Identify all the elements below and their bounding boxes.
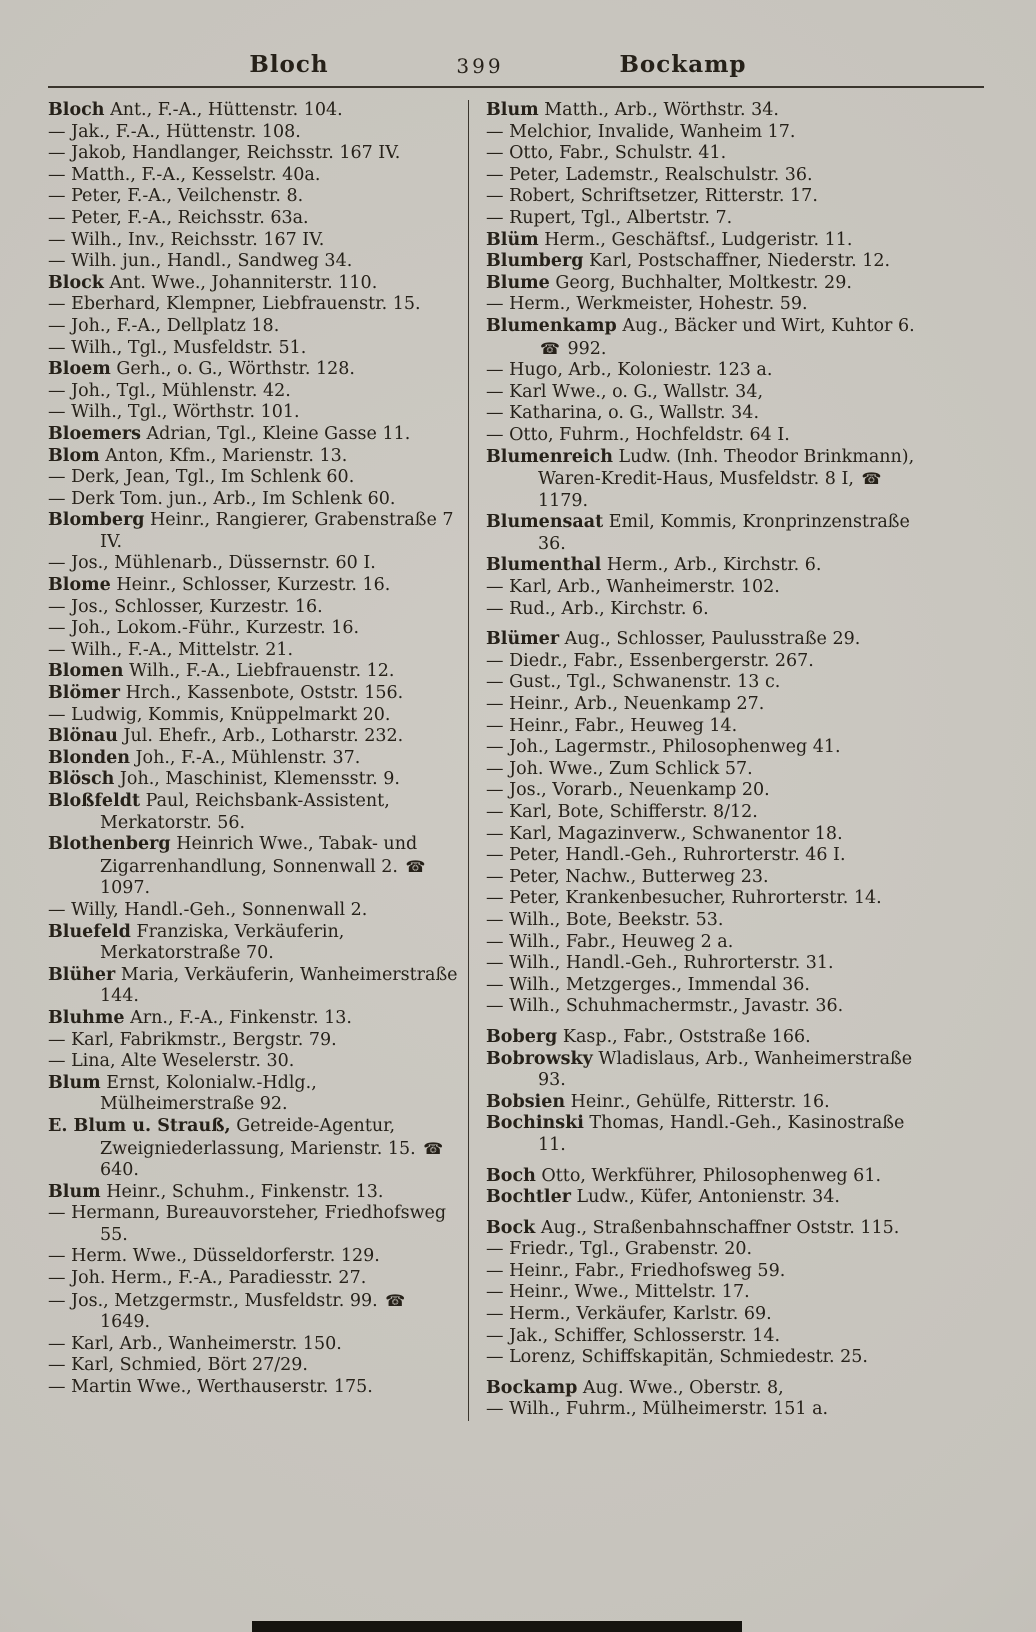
directory-entry: — Jos., Metzgermstr., Musfeldstr. 99. ☎ 1649. — [48, 1290, 406, 1333]
directory-entry: Blüm Herm., Geschäftsf., Ludgeristr. 11. — [486, 229, 853, 250]
surname: Blösch — [48, 769, 115, 790]
surname: Bochinski — [486, 1113, 584, 1134]
directory-entry: — Wilh., Handl.-Geh., Ruhrorterstr. 31. — [486, 953, 834, 974]
directory-entry: Bobsien Heinr., Gehülfe, Ritterstr. 16. — [486, 1091, 830, 1112]
directory-entry: — Herm., Verkäufer, Karlstr. 69. — [486, 1304, 772, 1325]
directory-entry: Bochtler Ludw., Küfer, Antonienstr. 34. — [486, 1187, 840, 1208]
directory-entry: Blum Matth., Arb., Wörthstr. 34. — [486, 100, 779, 120]
directory-entry: — Melchior, Invalide, Wanheim 17. — [486, 121, 796, 142]
directory-entry: — Peter, F.-A., Reichsstr. 63a. — [48, 207, 309, 228]
directory-entry: — Joh. Herm., F.-A., Paradiesstr. 27. — [48, 1268, 367, 1289]
directory-entry: — Wilh., Schuhmachermstr., Javastr. 36. — [486, 996, 844, 1017]
directory-entry: — Wilh., Bote, Beekstr. 53. — [486, 909, 724, 930]
directory-entry: — Wilh., Fuhrm., Mülheimerstr. 151 a. — [486, 1399, 829, 1420]
directory-entry: Blumenkamp Aug., Bäcker und Wirt, Kuhtor 6. ☎ 992. — [486, 315, 915, 359]
directory-entry: — Heinr., Fabr., Friedhofsweg 59. — [486, 1260, 786, 1281]
directory-entry: — Wilh., Tgl., Musfeldstr. 51. — [48, 337, 307, 358]
bottom-ink-bar — [252, 1621, 742, 1632]
directory-entry: — Heinr., Fabr., Heuweg 14. — [486, 715, 738, 736]
directory-entry: — Gust., Tgl., Schwanenstr. 13 c. — [486, 672, 781, 693]
directory-entry: Blönau Jul. Ehefr., Arb., Lotharstr. 232. — [48, 726, 404, 747]
surname: Blonden — [48, 747, 130, 768]
directory-entry: Blom Anton, Kfm., Marienstr. 13. — [48, 445, 348, 466]
directory-entry: — Peter, Nachw., Butterweg 23. — [486, 866, 769, 887]
directory-entry: — Willy, Handl.-Geh., Sonnenwall 2. — [48, 899, 368, 920]
directory-entry: Blumberg Karl, Postschaffner, Niederstr. 12. — [486, 251, 891, 272]
directory-entry: — Wilh. jun., Handl., Sandweg 34. — [48, 251, 353, 272]
surname: Blümer — [486, 629, 560, 650]
directory-entry: — Otto, Fuhrm., Hochfeldstr. 64 I. — [486, 424, 790, 445]
surname: Blüm — [486, 229, 539, 250]
surname: Bluefeld — [48, 921, 131, 942]
surname: Blom — [48, 445, 100, 466]
directory-entry: — Heinr., Arb., Neuenkamp 27. — [486, 694, 765, 715]
directory-entry: Blomen Wilh., F.-A., Liebfrauenstr. 12. — [48, 661, 395, 682]
directory-entry: Bluhme Arn., F.-A., Finkenstr. 13. — [48, 1007, 352, 1028]
directory-entry: — Jos., Mühlenarb., Düssernstr. 60 I. — [48, 553, 376, 574]
header-left-keyword: Bloch — [249, 51, 329, 78]
directory-entry: — Peter, Handl.-Geh., Ruhrorterstr. 46 I. — [486, 845, 846, 866]
directory-entry: Bloch Ant., F.-A., Hüttenstr. 104. — [48, 100, 343, 120]
directory-entry: E. Blum u. Strauß, Getreide-Agentur, Zweigniederlassung, Marienstr. 15. ☎ 640. — [48, 1115, 444, 1181]
directory-entry: — Karl, Bote, Schifferstr. 8/12. — [486, 802, 758, 822]
surname: Blum — [48, 1181, 101, 1202]
directory-entry: — Martin Wwe., Werthauserstr. 175. — [48, 1377, 373, 1398]
directory-entry: — Robert, Schriftsetzer, Ritterstr. 17. — [486, 186, 818, 207]
directory-entry: — Rupert, Tgl., Albertstr. 7. — [486, 207, 733, 228]
header-rule — [48, 86, 984, 88]
directory-entry: — Wilh., Metzgerges., Immendal 36. — [486, 974, 810, 995]
directory-entry: — Joh., F.-A., Dellplatz 18. — [48, 315, 280, 336]
directory-entry: — Peter, Krankenbesucher, Ruhrorterstr. 14. — [486, 888, 882, 909]
directory-entry: — Diedr., Fabr., Essenbergerstr. 267. — [486, 650, 814, 671]
directory-entry: — Karl Wwe., o. G., Wallstr. 34, — [486, 381, 764, 402]
surname: Bochtler — [486, 1187, 571, 1208]
directory-entry: — Derk Tom. jun., Arb., Im Schlenk 60. — [48, 488, 396, 509]
directory-entry: — Hermann, Bureauvorsteher, Friedhofsweg 55. — [48, 1203, 447, 1245]
directory-entry: — Wilh., F.-A., Mittelstr. 21. — [48, 639, 294, 660]
directory-entry: — Karl, Fabrikmstr., Bergstr. 79. — [48, 1029, 337, 1050]
directory-entry: — Derk, Jean, Tgl., Im Schlenk 60. — [48, 467, 355, 488]
directory-entry: Bloemers Adrian, Tgl., Kleine Gasse 11. — [48, 423, 411, 444]
header-right-keyword: Bockamp — [619, 51, 747, 78]
surname: Boberg — [486, 1026, 558, 1047]
telephone-icon: ☎ — [405, 856, 426, 876]
directory-entry: — Herm. Wwe., Düsseldorferstr. 129. — [48, 1246, 380, 1267]
directory-entry: — Katharina, o. G., Wallstr. 34. — [486, 403, 760, 424]
directory-entry: — Peter, F.-A., Veilchenstr. 8. — [48, 186, 304, 207]
directory-entry: — Lorenz, Schiffskapitän, Schmiedestr. 25. — [486, 1347, 868, 1368]
surname: Blumenthal — [486, 555, 602, 576]
surname: Bloem — [48, 359, 111, 380]
directory-entry: Bochinski Thomas, Handl.-Geh., Kasinostraße 11. — [486, 1113, 905, 1155]
surname: Blönau — [48, 726, 118, 747]
directory-entry: Bobrowsky Wladislaus, Arb., Wanheimerstraße 93. — [486, 1048, 913, 1091]
directory-entry: — Karl, Arb., Wanheimerstr. 150. — [48, 1333, 342, 1354]
surname: Boch — [486, 1165, 536, 1186]
directory-entry: — Jak., F.-A., Hüttenstr. 108. — [48, 121, 301, 142]
directory-entry: — Eberhard, Klempner, Liebfrauenstr. 15. — [48, 294, 421, 315]
surname: Blum — [48, 1072, 101, 1093]
directory-entry: — Jos., Schlosser, Kurzestr. 16. — [48, 596, 323, 617]
telephone-icon: ☎ — [540, 338, 560, 358]
directory-entry: — Peter, Lademstr., Realschulstr. 36. — [486, 164, 813, 185]
page-header — [48, 40, 984, 84]
directory-entry: — Jakob, Handlanger, Reichsstr. 167 IV. — [48, 143, 401, 164]
surname: Blome — [48, 575, 111, 596]
directory-entry: — Jos., Vorarb., Neuenkamp 20. — [486, 780, 770, 801]
surname: E. Blum u. Strauß, — [48, 1115, 231, 1136]
surname: Blömer — [48, 683, 120, 704]
telephone-icon: ☎ — [423, 1138, 444, 1158]
right-column — [468, 100, 984, 1421]
surname: Bobsien — [486, 1091, 566, 1112]
directory-entry: Blume Georg, Buchhalter, Moltkestr. 29. — [486, 272, 852, 293]
surname: Bloemers — [48, 423, 141, 444]
directory-entry: Blumenreich Ludw. (Inh. Theodor Brinkmann), Waren-Kredit-Haus, Musfeldstr. 8 I, ☎ 1179. — [486, 446, 915, 511]
directory-entry: Blothenberg Heinrich Wwe., Tabak- und Zigarrenhandlung, Sonnenwall 2. ☎ 1097. — [48, 834, 426, 899]
surname: Bobrowsky — [486, 1048, 593, 1069]
surname: Blum — [486, 100, 539, 120]
directory-entry: — Karl, Magazinverw., Schwanentor 18. — [486, 823, 843, 844]
telephone-icon: ☎ — [861, 469, 882, 489]
directory-entry: — Wilh., Tgl., Wörthstr. 101. — [48, 402, 300, 423]
surname: Block — [48, 272, 104, 293]
surname: Blumberg — [486, 251, 584, 272]
directory-entry: Blonden Joh., F.-A., Mühlenstr. 37. — [48, 747, 361, 768]
directory-entry: Blömer Hrch., Kassenbote, Oststr. 156. — [48, 683, 404, 704]
surname: Blumenreich — [486, 446, 613, 467]
surname: Blüher — [48, 964, 116, 985]
telephone-icon: ☎ — [385, 1290, 406, 1310]
surname: Blumensaat — [486, 512, 604, 533]
directory-entry: — Lina, Alte Weselerstr. 30. — [48, 1051, 295, 1072]
directory-entry: Block Ant. Wwe., Johanniterstr. 110. — [48, 272, 378, 293]
directory-entry: Blüher Maria, Verkäuferin, Wanheimerstraße 144. — [48, 964, 458, 1007]
page-number: 399 — [456, 54, 504, 78]
directory-entry: — Heinr., Wwe., Mittelstr. 17. — [486, 1282, 750, 1303]
directory-entry: Blösch Joh., Maschinist, Klemensstr. 9. — [48, 769, 400, 790]
directory-entry: Bluefeld Franziska, Verkäuferin, Merkatorstraße 70. — [48, 921, 345, 964]
directory-entry: Blomberg Heinr., Rangierer, Grabenstraße 7 IV. — [48, 510, 454, 552]
columns — [48, 100, 984, 1421]
surname: Blumenkamp — [486, 315, 617, 336]
directory-entry: Blome Heinr., Schlosser, Kurzestr. 16. — [48, 575, 391, 596]
directory-entry: — Wilh., Fabr., Heuweg 2 a. — [486, 931, 734, 952]
directory-entry: — Karl, Schmied, Bört 27/29. — [48, 1355, 308, 1376]
directory-entry: Blumenthal Herm., Arb., Kirchstr. 6. — [486, 555, 822, 576]
directory-entry: — Matth., F.-A., Kesselstr. 40a. — [48, 164, 321, 185]
directory-entry: — Herm., Werkmeister, Hohestr. 59. — [486, 294, 808, 315]
surname: Bloßfeldt — [48, 791, 141, 811]
directory-entry: Bock Aug., Straßenbahnschaffner Oststr. 115. — [486, 1217, 900, 1238]
surname: Blomberg — [48, 510, 145, 531]
surname: Blomen — [48, 661, 124, 682]
surname: Blume — [486, 272, 550, 293]
directory-entry: Bloßfeldt Paul, Reichsbank-Assistent, Merkatorstr. 56. — [48, 791, 390, 833]
directory-entry: — Karl, Arb., Wanheimerstr. 102. — [486, 577, 780, 598]
directory-entry: Blum Heinr., Schuhm., Finkenstr. 13. — [48, 1181, 384, 1202]
directory-entry: — Rud., Arb., Kirchstr. 6. — [486, 598, 709, 619]
surname: Bock — [486, 1217, 536, 1238]
directory-entry: — Otto, Fabr., Schulstr. 41. — [486, 143, 727, 164]
directory-entry: — Hugo, Arb., Koloniestr. 123 a. — [486, 360, 773, 381]
directory-entry: — Joh., Tgl., Mühlenstr. 42. — [48, 380, 291, 401]
directory-entry: Blumensaat Emil, Kommis, Kronprinzenstraße 36. — [486, 512, 910, 554]
directory-entry: — Friedr., Tgl., Grabenstr. 20. — [486, 1239, 753, 1260]
directory-entry: — Wilh., Inv., Reichsstr. 167 IV. — [48, 229, 325, 250]
surname: Bloch — [48, 100, 105, 120]
directory-entry: Bloem Gerh., o. G., Wörthstr. 128. — [48, 359, 355, 380]
directory-entry: — Joh. Wwe., Zum Schlick 57. — [486, 758, 753, 779]
directory-entry: — Jak., Schiffer, Schlosserstr. 14. — [486, 1325, 781, 1346]
directory-entry: Bockamp Aug. Wwe., Oberstr. 8, — [486, 1377, 784, 1398]
surname: Blothenberg — [48, 834, 171, 855]
directory-entry: Boberg Kasp., Fabr., Oststraße 166. — [486, 1026, 811, 1047]
directory-entry: Boch Otto, Werkführer, Philosophenweg 61. — [486, 1165, 882, 1186]
directory-entry: Blümer Aug., Schlosser, Paulusstraße 29. — [486, 629, 861, 650]
surname: Bluhme — [48, 1007, 125, 1028]
surname: Bockamp — [486, 1377, 578, 1398]
directory-entry: Blum Ernst, Kolonialw.-Hdlg., Mülheimerstraße 92. — [48, 1072, 317, 1115]
directory-entry: — Joh., Lokom.-Führ., Kurzestr. 16. — [48, 618, 360, 639]
directory-entry: — Joh., Lagermstr., Philosophenweg 41. — [486, 737, 841, 758]
left-column — [48, 100, 468, 1421]
directory-entry: — Ludwig, Kommis, Knüppelmarkt 20. — [48, 704, 391, 725]
